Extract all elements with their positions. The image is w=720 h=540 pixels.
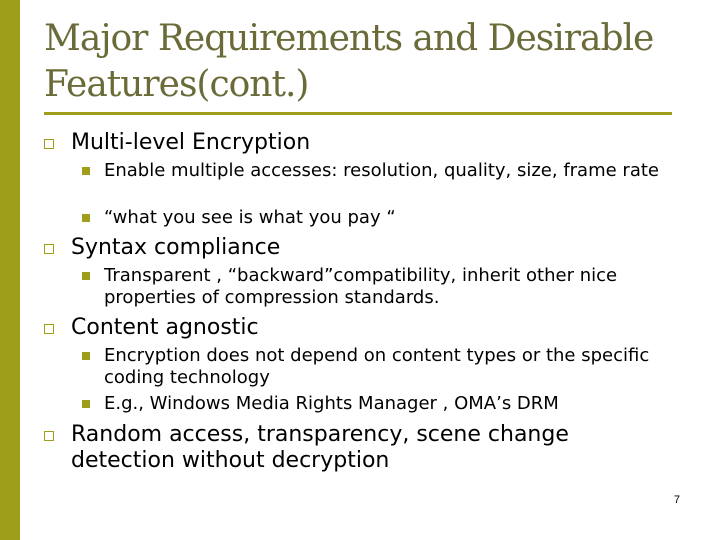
- hollow-square-bullet-icon: [44, 431, 54, 441]
- hollow-square-bullet-icon: [44, 139, 54, 149]
- bullet-content-agnostic: [44, 315, 641, 341]
- filled-square-bullet-icon: [82, 352, 90, 360]
- sub-bullet-transparent: [82, 265, 694, 309]
- sub-bullet-what-you-see: [82, 207, 694, 229]
- filled-square-bullet-icon: [82, 214, 90, 222]
- sub-bullet-windows-media: [82, 393, 694, 415]
- sub-bullet-text: “what you see is what you pay “: [104, 207, 396, 228]
- page-number: 7: [673, 494, 680, 506]
- hollow-square-bullet-icon: [44, 324, 54, 334]
- sub-bullet-encryption-content-types: [82, 345, 694, 389]
- sub-bullet-text: Enable multiple accesses: resolution, quality, size, frame rate: [104, 160, 659, 181]
- slide-title: Major Requirements and Desirable Features(cont.): [44, 18, 654, 105]
- bullet-syntax-compliance: [44, 235, 641, 261]
- hollow-square-bullet-icon: [44, 244, 54, 254]
- bullet-multi-level-encryption: [44, 130, 641, 156]
- bullet-text: Random access, transparency, scene change detection without decryption: [71, 422, 569, 473]
- sub-bullet-multiple-accesses: [82, 160, 694, 182]
- bullet-text: Multi-level Encryption: [71, 130, 311, 155]
- sub-bullet-text: Transparent , “backward”compatibility, inherit other nice properties of compression standards.: [104, 265, 618, 308]
- sub-bullet-text: E.g., Windows Media Rights Manager , OMA’s DRM: [104, 393, 559, 414]
- sub-bullet-text: Encryption does not depend on content types or the specific coding technology: [104, 345, 650, 388]
- title-divider: [44, 112, 672, 115]
- filled-square-bullet-icon: [82, 167, 90, 175]
- filled-square-bullet-icon: [82, 272, 90, 280]
- bullet-text: Syntax compliance: [71, 235, 281, 260]
- filled-square-bullet-icon: [82, 400, 90, 408]
- left-accent-bar: [0, 0, 20, 540]
- bullet-text: Content agnostic: [71, 315, 259, 340]
- bullet-random-access: [44, 422, 641, 474]
